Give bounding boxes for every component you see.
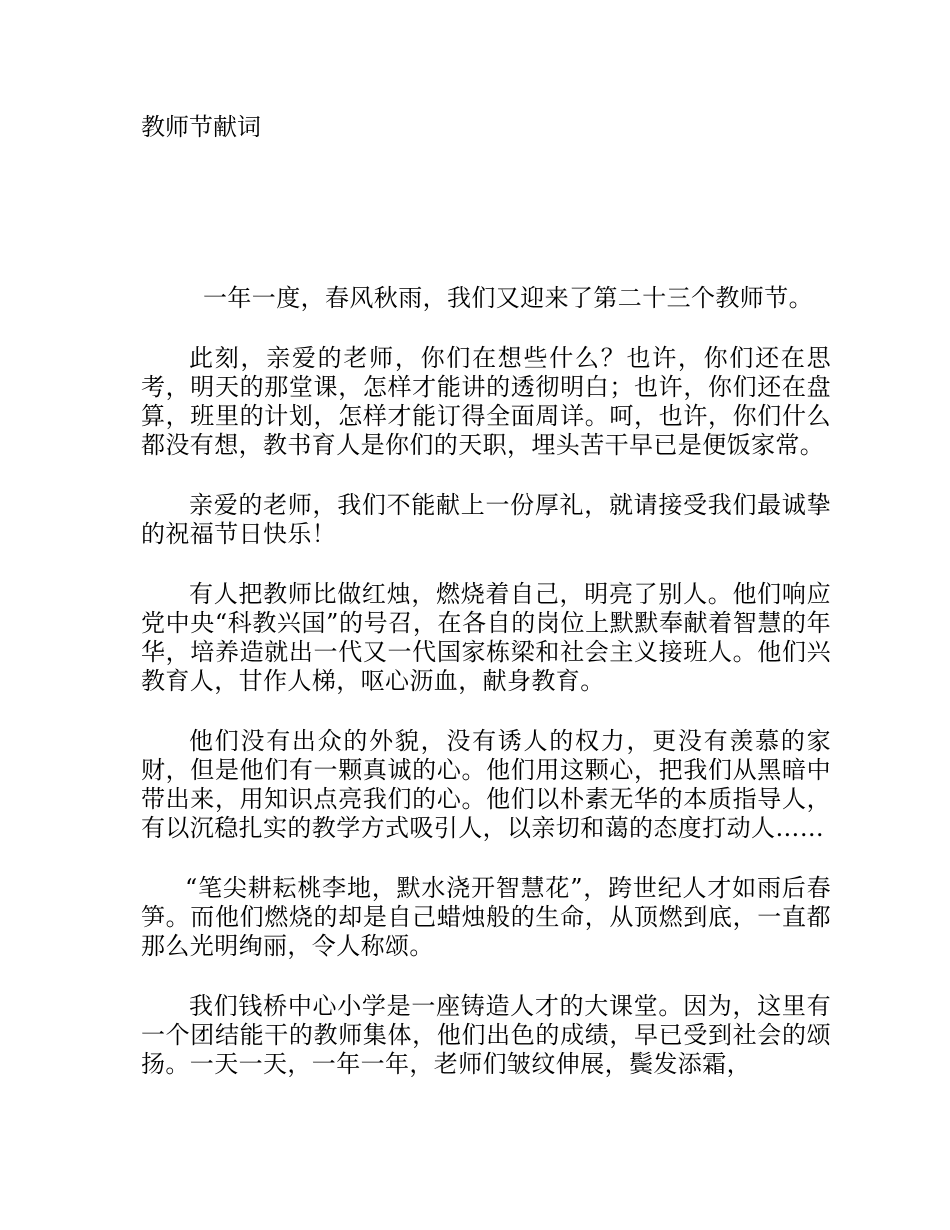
paragraph-3: 亲爱的老师，我们不能献上一份厚礼，就请接受我们最诚挚的祝福节日快乐！ [141, 491, 831, 548]
paragraph-2: 此刻，亲爱的老师，你们在想些什么？也许，你们还在思考，明天的那堂课，怎样才能讲的透彻明白；也许，你们还在盘算，班里的计划，怎样才能订得全面周详。呵，也许，你们什么都没有想，教书育人是你们的天职，埋头苦干早已是便饭家常。 [141, 344, 831, 459]
paragraph-6: “笔尖耕耘桃李地，默水浇开智慧花”，跨世纪人才如雨后春笋。而他们燃烧的却是自己蜡烛般的生命，从顶燃到底，一直都那么光明绚丽，令人称颂。 [141, 874, 831, 960]
paragraph-5: 他们没有出众的外貌，没有诱人的权力，更没有羡慕的家财，但是他们有一颗真诚的心。他们用这颗心，把我们从黑暗中带出来，用知识点亮我们的心。他们以朴素无华的本质指导人，有以沉稳扎实的教学方式吸引人，以亲切和蔼的态度打动人…… [141, 727, 831, 842]
paragraph-4: 有人把教师比做红烛，燃烧着自己，明亮了别人。他们响应党中央“科教兴国”的号召，在各自的岗位上默默奉献着智慧的年华，培养造就出一代又一代国家栋梁和社会主义接班人。他们兴教育人，甘作人梯，呕心沥血，献身教育。 [141, 580, 831, 695]
paragraph-7: 我们钱桥中心小学是一座铸造人才的大课堂。因为，这里有一个团结能干的教师集体，他们出色的成绩，早已受到社会的颂扬。一天一天，一年一年，老师们皱纹伸展，鬓发添霜， [141, 992, 831, 1078]
paragraph-1: 一年一度，春风秋雨，我们又迎来了第二十三个教师节。 [203, 284, 813, 312]
document-body [141, 284, 831, 1110]
document-title: 教师节献词 [141, 113, 261, 141]
